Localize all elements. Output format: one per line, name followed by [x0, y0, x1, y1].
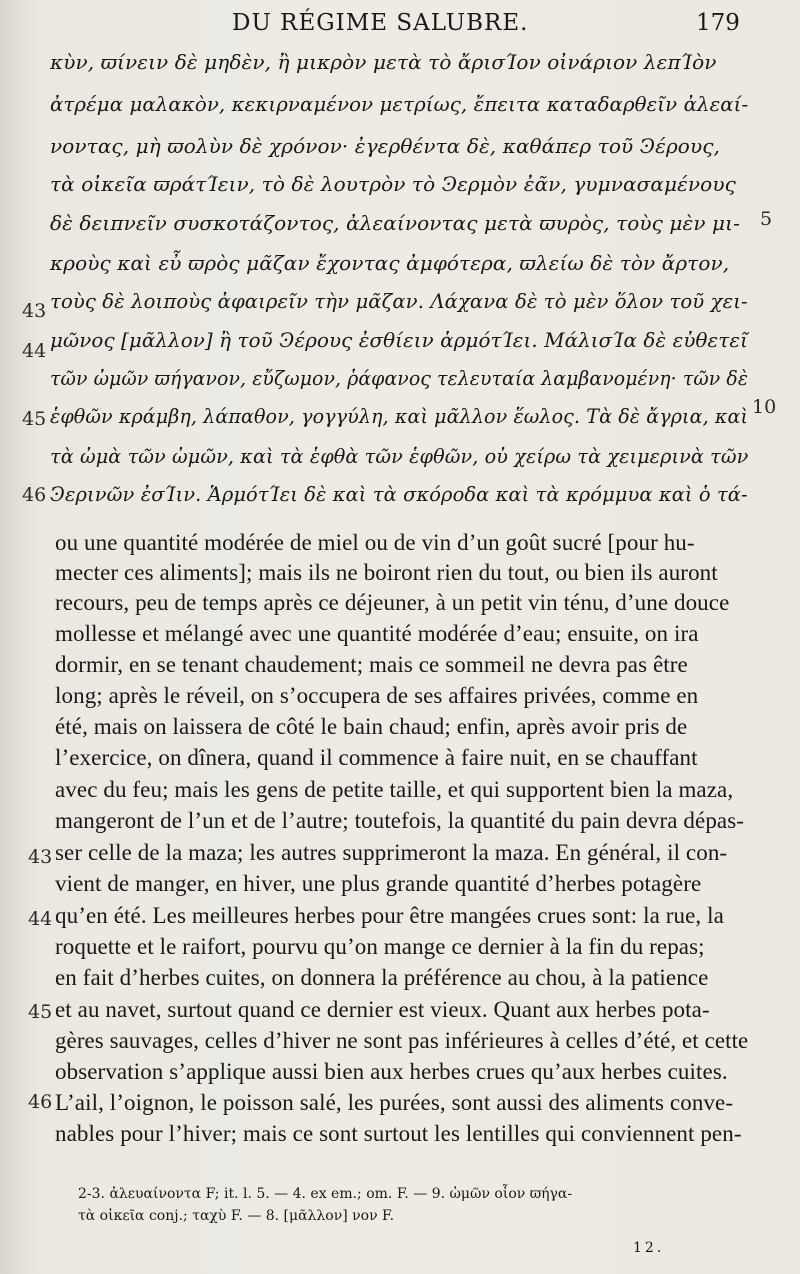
- greek-line: τὰ οἰκεῖα ϖράτΊειν, τὸ δὲ λουτρὸν τὸ Ͽερμὸν ἐᾶν, γυμνασαμένους: [50, 172, 736, 196]
- greek-line: τῶν ὠμῶν ϖήγανον, εὔζωμον, ῥάφανος τελευταία λαμβανομένη· τῶν δὲ: [50, 366, 749, 390]
- footnote-line: τὰ οἰκεῖα conj.; ταχὺ F. — 8. [μᾶλλον] νον F.: [78, 1208, 395, 1224]
- french-line: qu’en été. Les meilleures herbes pour être mangées crues sont: la rue, la: [55, 903, 724, 928]
- french-line: été, mais on laissera de côté le bain chaud; enfin, après avoir pris de: [55, 714, 688, 739]
- french-line: vient de manger, en hiver, une plus grande quantité d’herbes potagère: [55, 871, 702, 896]
- french-line: mollesse et mélangé avec une quantité modérée d’eau; ensuite, on ira: [55, 621, 699, 646]
- greek-line: κροὺς καὶ εὖ ϖρὸς μᾶζαν ἔχοντας ἀμφότερα, ϖλείω δὲ τὸν ἄρτον,: [50, 251, 730, 275]
- french-line: et au navet, surtout quand ce dernier est vieux. Quant aux herbes pota-: [55, 997, 710, 1022]
- french-line: en fait d’herbes cuites, on donnera la préférence au chou, à la patience: [55, 965, 709, 990]
- french-line: recours, peu de temps après ce déjeuner, à un petit vin ténu, d’une douce: [55, 590, 730, 615]
- french-line: dormir, en se tenant chaudement; mais ce sommeil ne devra pas être: [55, 652, 688, 677]
- line-number-right: 5: [760, 208, 773, 230]
- french-line: observation s’applique aussi bien aux herbes crues qu’aux herbes cuites.: [55, 1059, 728, 1084]
- french-line: gères sauvages, celles d’hiver ne sont pas inférieures à celles d’été, et cette: [55, 1028, 749, 1053]
- french-line: l’exercice, on dînera, quand il commence à faire nuit, en se chauffant: [55, 745, 698, 770]
- running-head: [0, 6, 800, 40]
- french-line: L’ail, l’oignon, le poisson salé, les purées, sont aussi des aliments conve-: [55, 1090, 734, 1115]
- printer-signature: 12.: [633, 1240, 665, 1256]
- french-line: ou une quantité modérée de miel ou de vin d’un goût sucré [pour hu-: [55, 530, 695, 555]
- page-number: 179: [696, 10, 740, 36]
- french-margin-number: 46: [28, 1091, 53, 1113]
- french-line: roquette et le raifort, pourvu qu’on mange ce dernier à la fin du repas;: [55, 934, 705, 959]
- greek-line: δὲ δειπνεῖν συσκοτάζοντος, ἀλεαίνοντας μετὰ ϖυρὸς, τοὺς μὲν μι-: [50, 211, 740, 235]
- french-line: mecter ces aliments]; mais ils ne boiront rien du tout, ou bien ils auront: [55, 560, 718, 585]
- greek-line: μῶνος [μᾶλλον] ἢ τοῦ Ͽέρους ἐσθίειν ἁρμότΊει. ΜάλισΊα δὲ εὐθετεῖ: [50, 328, 748, 352]
- greek-line: ἑφθῶν κράμβη, λάπαθον, γογγύλη, καὶ μᾶλλον ἕωλος. Τὰ δὲ ἄγρια, καὶ: [50, 404, 749, 428]
- french-margin-number: 44: [28, 908, 53, 930]
- greek-line: νοντας, μὴ ϖολὺν δὲ χρόνον· ἐγερθέντα δὲ, καθάπερ τοῦ Ͽέρους,: [50, 134, 720, 158]
- french-line: nables pour l’hiver; mais ce sont surtout les lentilles qui conviennent pen-: [55, 1121, 742, 1146]
- footnote-line: 2-3. ἀλευαίνοντα F; it. l. 5. — 4. ex em.; om. F. — 9. ὠμῶν οἷον ϖήγα-: [78, 1186, 573, 1202]
- french-line: avec du feu; mais les gens de petite taille, et qui supportent bien la maza,: [55, 777, 734, 802]
- greek-line: κὺν, ϖίνειν δὲ μηδὲν, ἢ μικρὸν μετὰ τὸ ἄρισΊον οἰνάριον λεπΊὸν: [50, 50, 717, 74]
- greek-line: Ͽερινῶν ἐσΊιν. ἉρμότΊει δὲ καὶ τὰ σκόροδα καὶ τὰ κρόμμυα καὶ ὁ τά-: [50, 482, 748, 506]
- french-margin-number: 43: [28, 846, 53, 868]
- french-line: long; après le réveil, on s’occupera de ses affaires privées, comme en: [55, 683, 699, 708]
- greek-line: τὰ ὠμὰ τῶν ὠμῶν, καὶ τὰ ἑφθὰ τῶν ἑφθῶν, οὐ χείρω τὰ χειμερινὰ τῶν: [50, 444, 749, 468]
- line-number-right: 10: [752, 396, 777, 418]
- greek-margin-number: 43: [22, 300, 47, 322]
- french-line: ser celle de la maza; les autres supprimeront la maza. En général, il con-: [55, 840, 728, 865]
- greek-margin-number: 45: [22, 408, 47, 430]
- greek-line: τοὺς δὲ λοιποὺς ἀφαιρεῖν τὴν μᾶζαν. Λάχανα δὲ τὸ μὲν ὅλον τοῦ χει-: [50, 289, 748, 313]
- greek-margin-number: 46: [22, 484, 47, 506]
- greek-margin-number: 44: [22, 340, 47, 362]
- french-line: mangeront de l’un et de l’autre; toutefois, la quantité du pain devra dépas-: [55, 808, 745, 833]
- greek-line: ἀτρέμα μαλακὸν, κεκιρναμένον μετρίως, ἔπειτα καταδαρθεῖν ἀλεαί-: [50, 92, 749, 116]
- running-title: DU RÉGIME SALUBRE.: [232, 10, 529, 36]
- french-margin-number: 45: [28, 1001, 53, 1023]
